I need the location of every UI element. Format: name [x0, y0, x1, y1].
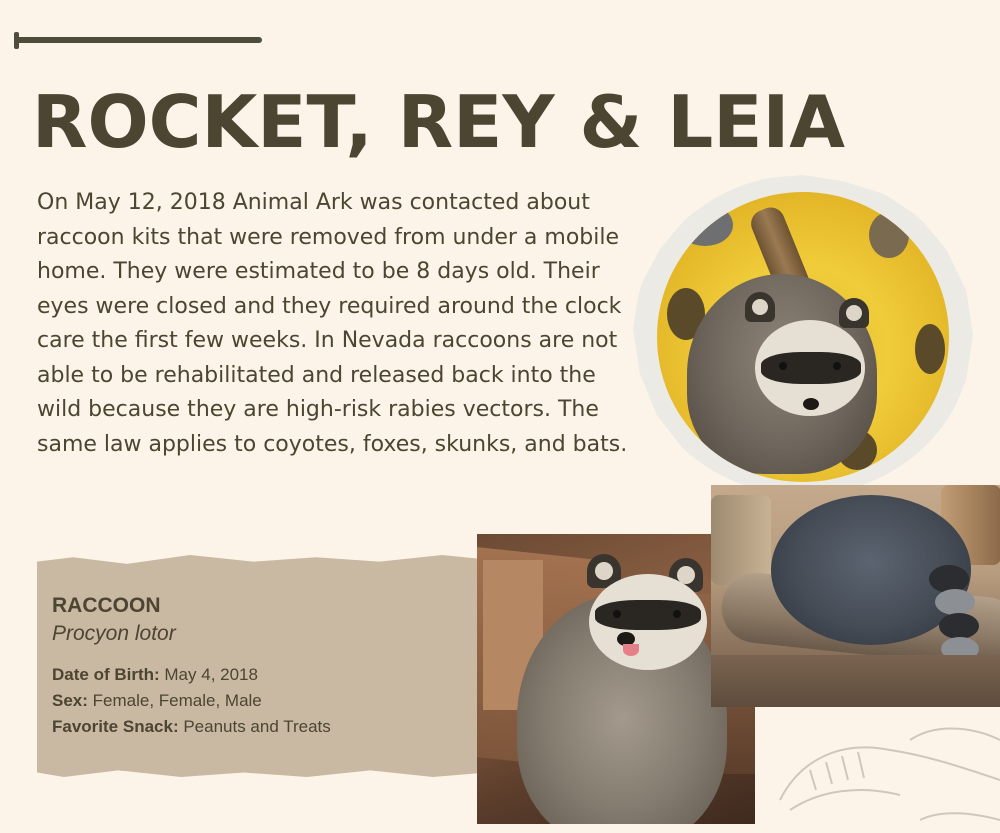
fact-sex — [52, 688, 472, 714]
top-rule — [14, 37, 262, 43]
fact-favorite-snack — [52, 714, 472, 740]
fact-value: May 4, 2018 — [159, 665, 258, 684]
fact-label: Sex: — [52, 691, 88, 710]
raccoon-sketch-watermark — [770, 700, 1000, 833]
scientific-name: Procyon lotor — [52, 622, 176, 645]
fact-label: Date of Birth: — [52, 665, 160, 684]
fact-date-of-birth — [52, 662, 472, 688]
species-name: RACCOON — [52, 594, 161, 617]
info-card-content — [52, 594, 472, 740]
raccoon-photo-log — [711, 485, 1000, 707]
page-title: ROCKET, REY & LEIA — [32, 80, 845, 164]
fact-value: Female, Female, Male — [87, 691, 262, 710]
raccoon-photo-circle — [657, 192, 949, 482]
fact-label: Favorite Snack: — [52, 717, 179, 736]
fact-value: Peanuts and Treats — [178, 717, 331, 736]
story-paragraph: On May 12, 2018 Animal Ark was contacted about raccoon kits that were removed from under a mobile home. They were estimated to be 8 days old. Their eyes were closed and they required around the clock care the first few weeks. In Nevada raccoons are not able to be rehabilitated and released back into the wild because they are high-risk rabies vectors. The same law applies to coyotes, foxes, skunks, and bats. — [37, 190, 628, 457]
